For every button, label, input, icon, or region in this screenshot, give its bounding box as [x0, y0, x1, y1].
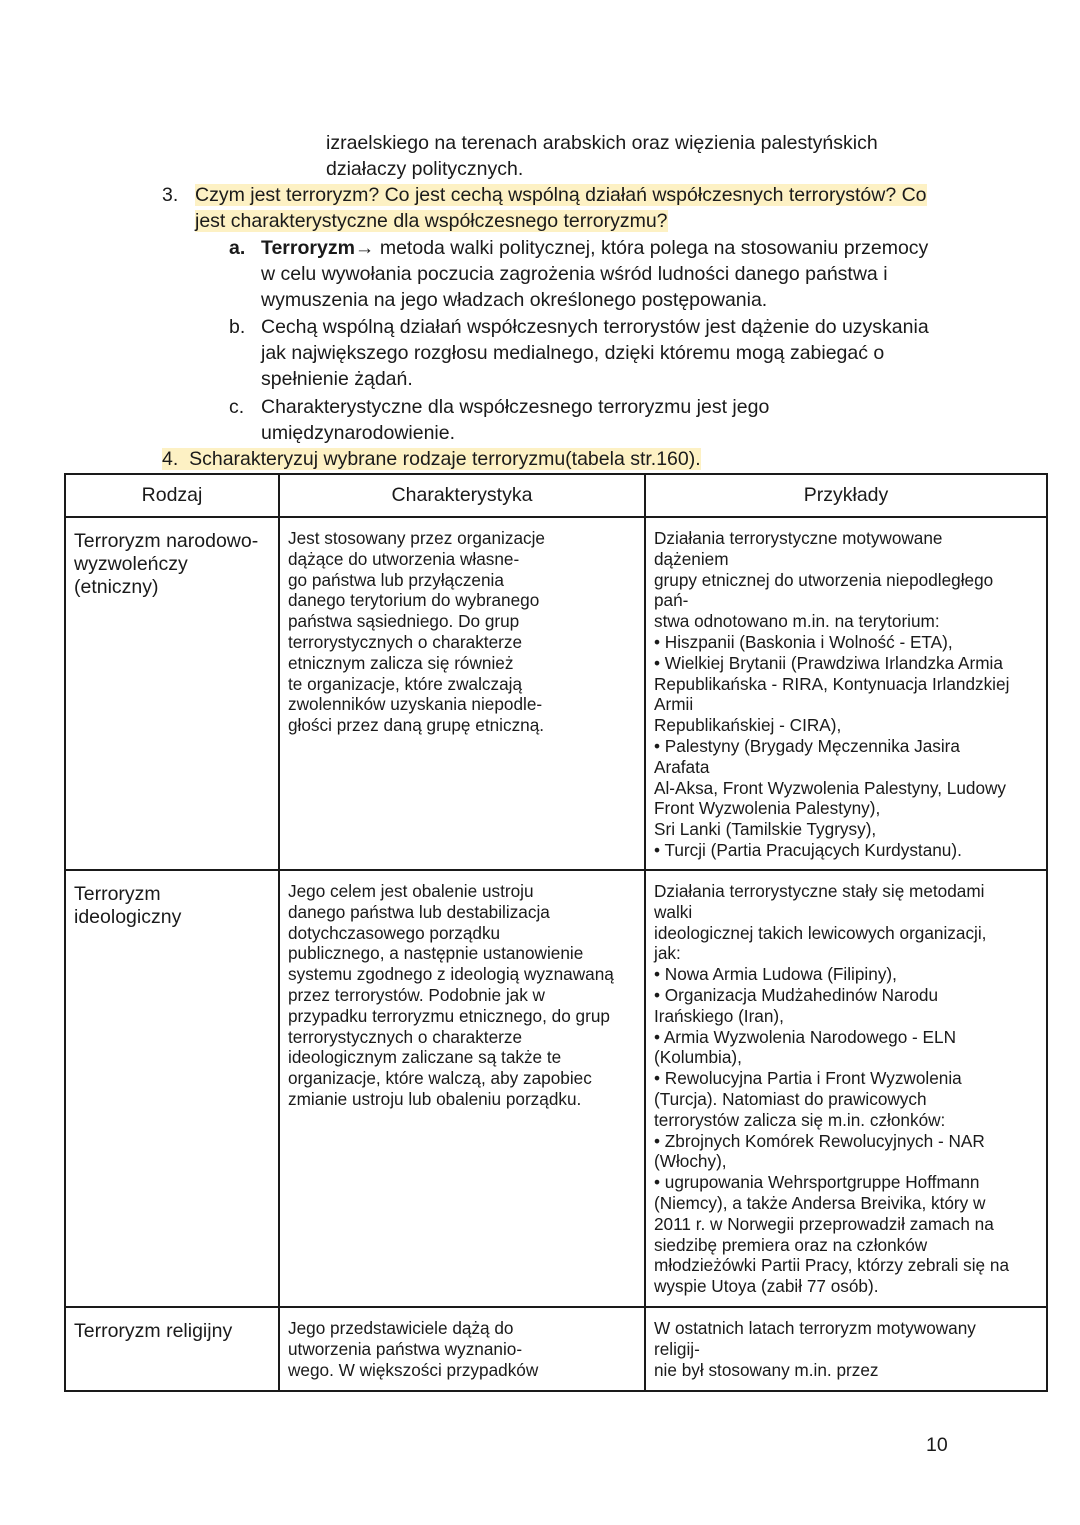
cell-line: systemu zgodnego z ideologią wyznawaną: [288, 964, 614, 985]
cell-line: (Włochy),: [654, 1151, 727, 1172]
cell-line: • Rewolucyjna Partia i Front Wyzwolenia: [654, 1068, 962, 1089]
cell-charakterystyka: [279, 1307, 645, 1391]
cell-line: (Turcja). Natomiast do prawicowych: [654, 1088, 927, 1109]
cell-line: Arafata: [654, 756, 710, 777]
q4-text: Scharakteryzuj wybrane rodzaje terroryzmu(tabela str.160).: [189, 448, 701, 470]
cell-line: Jego celem jest obalenie ustroju: [288, 881, 534, 901]
table-header-row: [65, 474, 1047, 517]
answer-a-term: Terroryzm→: [261, 237, 375, 259]
cell-line: Front Wyzwolenia Palestyny),: [654, 798, 881, 819]
cell-line: ideologiczny: [74, 906, 182, 928]
cell-line: organizacje, które walczą, aby zapobiec: [288, 1068, 592, 1089]
q3-line-text: Czym jest terroryzm? Co jest cechą wspólną działań współczesnych terrorystów? Co: [195, 184, 927, 206]
cell-line: młodzieżówki Partii Pracy, którzy zebrali się na: [654, 1255, 1010, 1276]
cell-rodzaj: [65, 517, 279, 870]
cell-line: religij-: [654, 1338, 700, 1359]
cell-line: danego państwa lub destabilizacja: [288, 901, 550, 922]
cell-line: Al-Aksa, Front Wyzwolenia Palestyny, Ludowy: [654, 777, 1007, 798]
cell-line: stwa odnotowano m.in. na terytorium:: [654, 611, 940, 632]
cell-line: zmianie ustroju lub obaleniu porządku.: [288, 1088, 582, 1109]
cell-line: publicznego, a następnie ustanowienie: [288, 943, 584, 964]
table-row: [65, 517, 1047, 870]
answer-b-marker: b.: [229, 316, 246, 338]
answer-a-text: metoda walki politycznej, która polega na stosowaniu przemocy: [374, 237, 929, 259]
cell-line: terrorystów zalicza się m.in. członków:: [654, 1109, 946, 1130]
cell-line: • Nowa Armia Ludowa (Filipiny),: [654, 964, 897, 985]
cell-line: walki: [654, 901, 693, 922]
cell-line: Terroryzm religijny: [74, 1320, 233, 1342]
answer-c-line: umiędzynarodowienie.: [261, 422, 456, 444]
cell-line: Jest stosowany przez organizacje: [288, 528, 545, 548]
header-charakterystyka: Charakterystyka: [279, 474, 645, 517]
cell-line: Republikańskiej - CIRA),: [654, 715, 842, 736]
cell-charakterystyka: [279, 517, 645, 870]
cell-line: Działania terrorystyczne motywowane: [654, 528, 943, 548]
cell-line: ideologicznym zaliczane są także te: [288, 1047, 562, 1068]
table-row: [65, 870, 1047, 1307]
cell-line: Terroryzm: [74, 883, 161, 905]
cell-line: przypadku terroryzmu etnicznego, do grup: [288, 1005, 610, 1026]
answer-a-marker: a.: [229, 237, 246, 259]
cell-line: (Kolumbia),: [654, 1047, 742, 1068]
cell-line: dążeniem: [654, 548, 729, 569]
answer-a-line: w celu wywołania poczucia zagrożenia wśród ludności danego państwa i: [261, 263, 888, 285]
q4-line: [162, 446, 701, 472]
cell-line: • Hiszpanii (Baskonia i Wolność - ETA),: [654, 631, 953, 652]
answer-c-line: Charakterystyczne dla współczesnego terroryzmu jest jego: [261, 396, 770, 418]
cell-line: Armii: [654, 694, 694, 715]
intro-line: działaczy politycznych.: [326, 158, 524, 180]
answer-a-line: [261, 235, 928, 261]
cell-line: terrorystycznych o charakterze: [288, 631, 523, 652]
cell-line: (Niemcy), a także Andersa Breivika, który w: [654, 1192, 986, 1213]
cell-line: Działania terrorystyczne stały się metodami: [654, 881, 985, 901]
answer-b-line: jak największego rozgłosu medialnego, dzięki któremu mogą zabiegać o: [261, 342, 885, 364]
terrorism-types-table: [64, 473, 1048, 1392]
cell-line: siedzibę premiera oraz na członków: [654, 1234, 928, 1255]
cell-line: • ugrupowania Wehrsportgruppe Hoffmann: [654, 1172, 980, 1193]
q4-number: 4.: [162, 448, 179, 470]
cell-line: wyspie Utoya (zabił 77 osób).: [654, 1276, 879, 1297]
cell-line: etnicznym zalicza się również: [288, 652, 514, 673]
answer-c-marker: c.: [229, 396, 245, 418]
cell-line: Irańskiego (Iran),: [654, 1005, 784, 1026]
cell-line: pań-: [654, 590, 689, 611]
cell-line: • Armia Wyzwolenia Narodowego - ELN: [654, 1026, 956, 1047]
answer-b-line: spełnienie żądań.: [261, 368, 413, 390]
cell-line: • Zbrojnych Komórek Rewolucyjnych - NAR: [654, 1130, 985, 1151]
q3-line: [195, 182, 927, 208]
cell-line: • Palestyny (Brygady Męczennika Jasira: [654, 735, 960, 756]
cell-line: głości przez daną grupę etniczną.: [288, 715, 545, 736]
cell-line: (etniczny): [74, 576, 159, 598]
cell-line: ideologicznej takich lewicowych organizacji,: [654, 922, 987, 943]
q3-number: 3.: [162, 184, 179, 206]
cell-przyklady: [645, 517, 1047, 870]
cell-line: grupy etnicznej do utworzenia niepodległego: [654, 569, 994, 590]
cell-line: przez terrorystów. Podobnie jak w: [288, 984, 545, 1005]
answer-a-line: wymuszenia na jego władzach określonego postępowania.: [261, 289, 768, 311]
cell-line: terrorystycznych o charakterze: [288, 1026, 523, 1047]
table-row: [65, 1307, 1047, 1391]
cell-line: Terroryzm narodowo-: [74, 530, 259, 552]
cell-line: • Organizacja Mudżahedinów Narodu: [654, 984, 939, 1005]
cell-charakterystyka: [279, 870, 645, 1307]
cell-line: dążące do utworzenia własne-: [288, 548, 520, 569]
cell-rodzaj: [65, 870, 279, 1307]
cell-line: utworzenia państwa wyznanio-: [288, 1338, 523, 1359]
cell-line: danego terytorium do wybranego: [288, 590, 540, 611]
answer-b-line: Cechą wspólną działań współczesnych terrorystów jest dążenie do uzyskania: [261, 316, 929, 338]
page-number: 10: [926, 1434, 948, 1456]
cell-line: Sri Lanki (Tamilskie Tygrysy),: [654, 819, 877, 840]
cell-line: • Wielkiej Brytanii (Prawdziwa Irlandzka Armia: [654, 652, 1003, 673]
cell-line: wyzwoleńczy: [74, 553, 188, 575]
cell-przyklady: [645, 870, 1047, 1307]
cell-line: państwa sąsiedniego. Do grup: [288, 611, 520, 632]
cell-line: go państwa lub przyłączenia: [288, 569, 504, 590]
cell-line: dotychczasowego porządku: [288, 922, 501, 943]
cell-line: wego. W większości przypadków: [288, 1359, 539, 1380]
q4-highlight: [162, 448, 701, 470]
cell-line: zwolenników uzyskania niepodle-: [288, 694, 543, 715]
cell-line: jak:: [654, 943, 681, 964]
cell-przyklady: [645, 1307, 1047, 1391]
cell-line: • Turcji (Partia Pracujących Kurdystanu).: [654, 839, 962, 860]
cell-line: te organizacje, które zwalczają: [288, 673, 523, 694]
q3-line: [195, 208, 668, 234]
header-rodzaj: Rodzaj: [65, 474, 279, 517]
q3-line-text: jest charakterystyczne dla współczesnego terroryzmu?: [195, 210, 668, 232]
cell-rodzaj: [65, 1307, 279, 1391]
header-przyklady: Przykłady: [645, 474, 1047, 517]
cell-line: Republikańska - RIRA, Kontynuacja Irlandzkiej: [654, 673, 1010, 694]
intro-line: izraelskiego na terenach arabskich oraz więzienia palestyńskich: [326, 132, 878, 154]
cell-line: 2011 r. w Norwegii przeprowadził zamach na: [654, 1213, 994, 1234]
cell-line: Jego przedstawiciele dążą do: [288, 1318, 514, 1338]
cell-line: W ostatnich latach terroryzm motywowany: [654, 1318, 976, 1338]
cell-line: nie był stosowany m.in. przez: [654, 1359, 879, 1380]
